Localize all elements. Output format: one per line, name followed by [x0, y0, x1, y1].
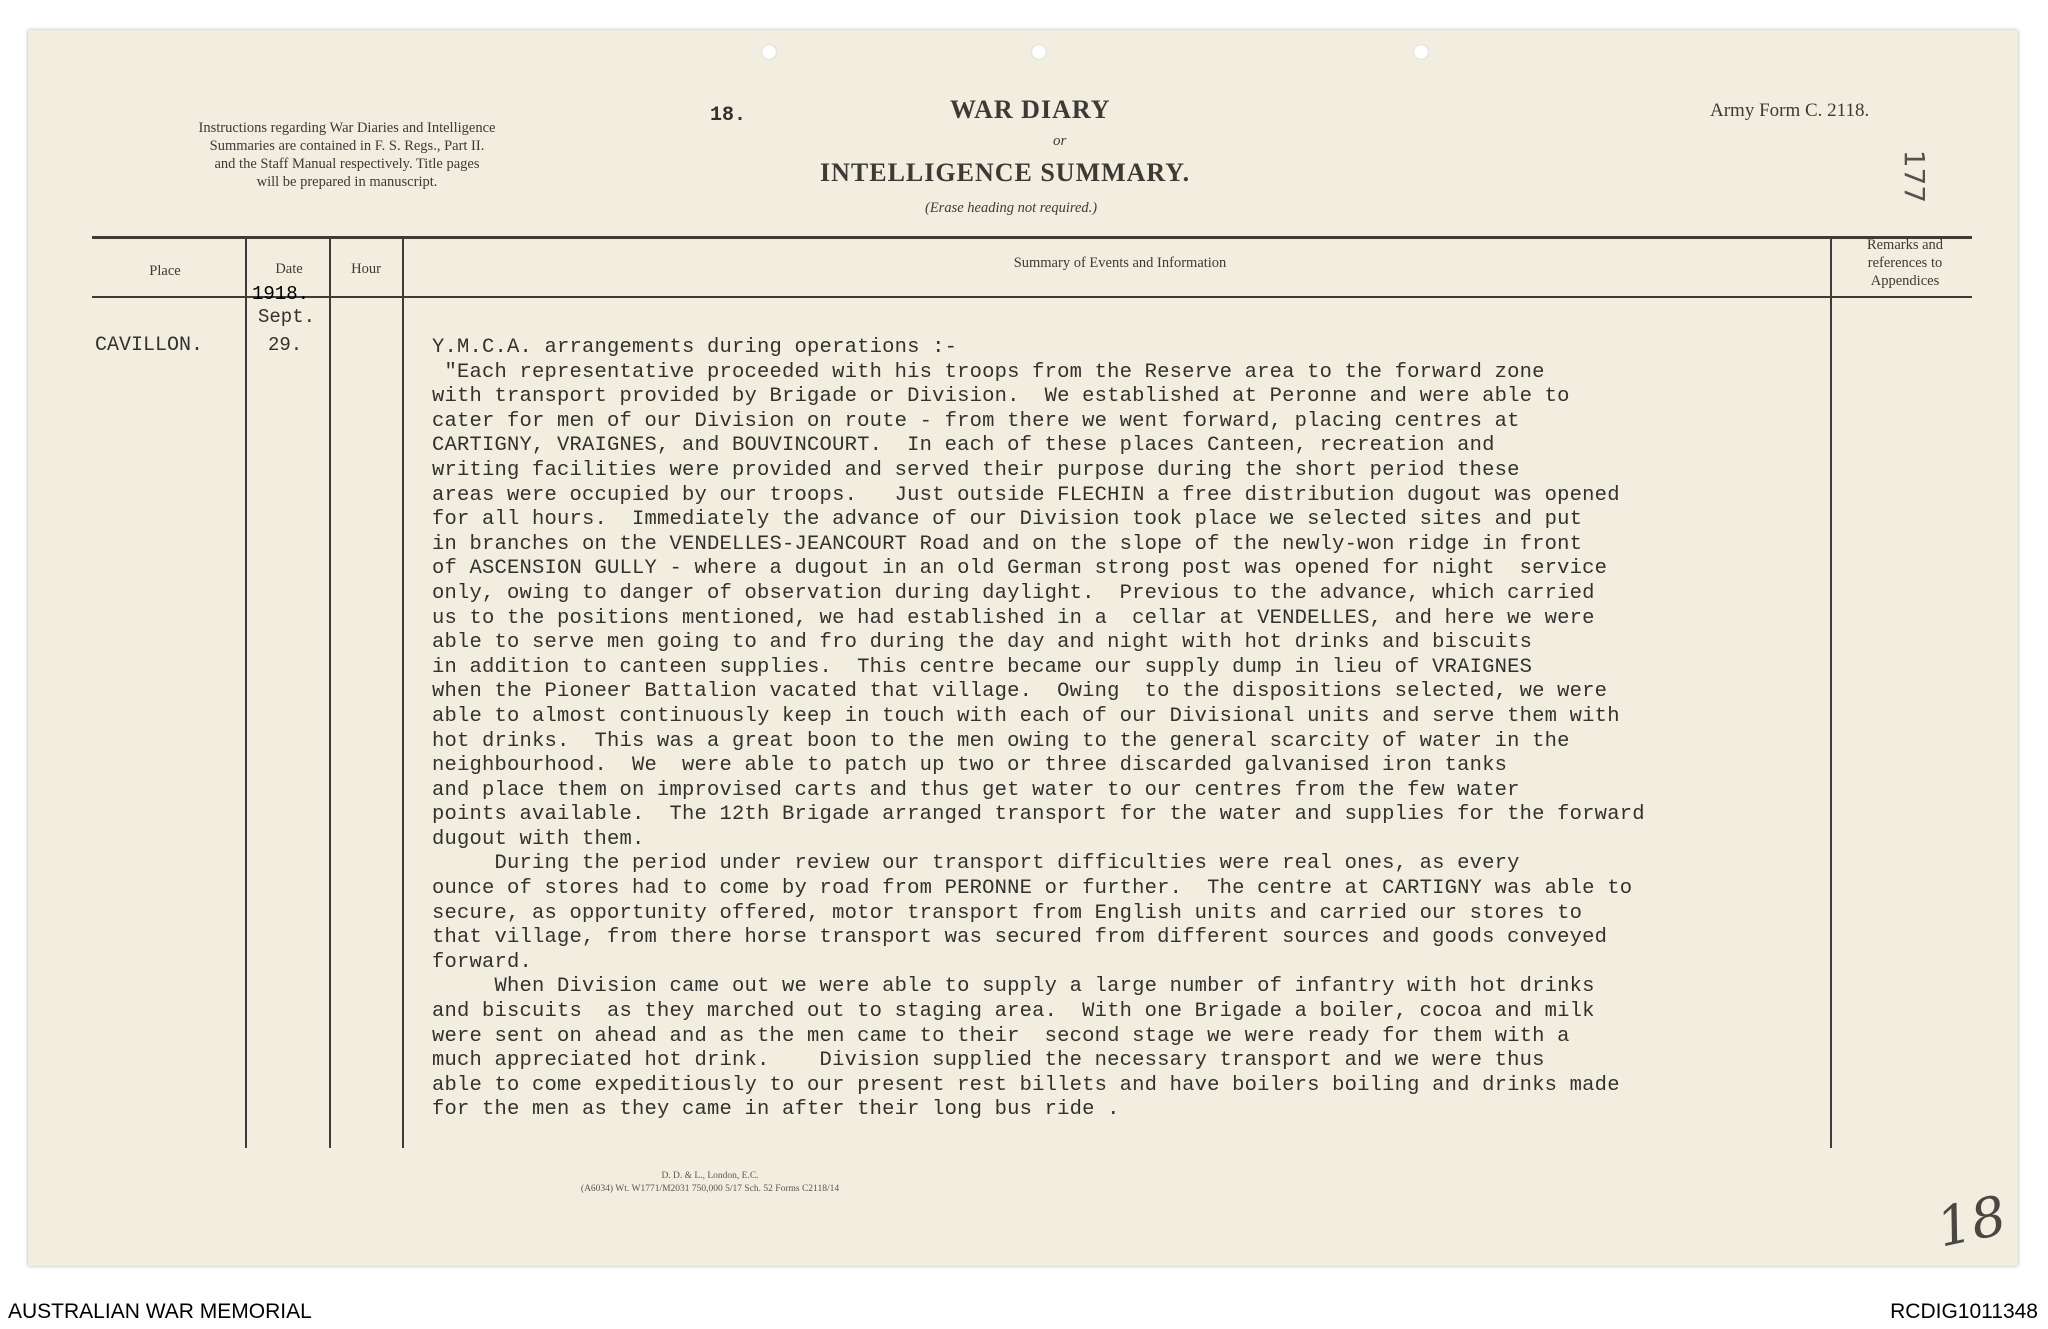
printer-imprint-line: D. D. & L., London, E.C.	[661, 1171, 759, 1181]
header-bottom-rule	[92, 296, 1972, 298]
punch-hole	[1031, 44, 1047, 60]
summary-line: when the Pioneer Battalion vacated that village. Owing to the dispositions selected, we were	[432, 680, 1608, 704]
summary-line: and place them on improvised carts and thus get water to our centres from the few water	[432, 778, 1520, 802]
column-header-date: Date	[275, 261, 303, 277]
summary-line: areas were occupied by our troops. Just outside FLECHIN a free distribution dugout was opened	[432, 483, 1620, 507]
remarks-header-line: references to	[1867, 255, 1943, 271]
summary-line: "Each representative proceeded with his troops from the Reserve area to the forward zone	[432, 360, 1545, 384]
summary-line: us to the positions mentioned, we had established in a cellar at VENDELLES, and here we were	[432, 606, 1595, 630]
title-war-diary: WAR DIARY	[950, 95, 1111, 124]
column-header-place: Place	[149, 263, 181, 279]
summary-line: and biscuits as they marched out to staging area. With one Brigade a boiler, cocoa and milk	[432, 1000, 1595, 1024]
table-top-rule	[92, 236, 1972, 239]
entry-date-day: 29.	[268, 334, 303, 356]
column-header-remarks	[1832, 236, 1978, 290]
column-header-date-year: 1918.	[252, 283, 310, 305]
summary-line: dugout with them.	[432, 827, 645, 851]
summary-line: for the men as they came in after their long bus ride .	[432, 1098, 1120, 1122]
summary-line: During the period under review our transport difficulties were real ones, as every	[432, 852, 1520, 876]
summary-line: able to come expeditiously to our present rest billets and have boilers boiling and drinks made	[432, 1073, 1620, 1097]
column-header-summary: Summary of Events and Information	[1013, 255, 1227, 271]
column-divider	[329, 238, 331, 1148]
summary-line: in branches on the VENDELLES-JEANCOURT Road and on the slope of the newly-won ridge in front	[432, 532, 1583, 556]
summary-line: able to almost continuously keep in touch with each of our Divisional units and serve them with	[432, 704, 1620, 728]
summary-line: that village, from there horse transport was secured from different sources and goods conveyed	[432, 926, 1608, 950]
summary-line: in addition to canteen supplies. This centre became our supply dump in lieu of VRAIGNES	[432, 655, 1533, 679]
entry-place: CAVILLON.	[95, 334, 204, 357]
column-divider	[402, 238, 404, 1148]
summary-line: were sent on ahead and as the men came to their second stage we were ready for them with a	[432, 1024, 1570, 1048]
summary-line: points available. The 12th Brigade arranged transport for the water and supplies for the forward	[432, 803, 1645, 827]
footer-archive-name: AUSTRALIAN WAR MEMORIAL	[8, 1300, 312, 1323]
remarks-header-line: Appendices	[1870, 273, 1940, 289]
remarks-header-line: Remarks and	[1866, 237, 1944, 253]
entry-date-month: Sept.	[258, 306, 316, 328]
title-or: or	[1053, 133, 1067, 149]
column-header-hour: Hour	[351, 261, 381, 277]
instructions-line: will be prepared in manuscript.	[256, 174, 438, 190]
instructions-note	[112, 119, 582, 191]
summary-line: When Division came out we were able to supply a large number of infantry with hot drinks	[432, 975, 1595, 999]
summary-line: hot drinks. This was a great boon to the men owing to the general scarcity of water in the	[432, 729, 1570, 753]
summary-line: with transport provided by Brigade or Division. We established at Peronne and were able to	[432, 385, 1570, 409]
column-divider	[245, 238, 247, 1148]
summary-line: only, owing to danger of observation during daylight. Previous to the advance, which carried	[432, 581, 1595, 605]
footer-record-id: RCDIG1011348	[1890, 1300, 2038, 1323]
title-erase-note: (Erase heading not required.)	[925, 200, 1098, 216]
summary-line: Y.M.C.A. arrangements during operations :-	[432, 336, 958, 359]
summary-line: cater for men of our Division on route - from there we went forward, placing centres at	[432, 409, 1520, 433]
summary-line: forward.	[432, 950, 533, 974]
printer-imprint-line: (A6034) Wt. W1771/M2031 750,000 5/17 Sch. 52 Forms C2118/14	[580, 1184, 840, 1194]
summary-line: for all hours. Immediately the advance of our Division took place we selected sites and put	[432, 508, 1583, 532]
summary-line: able to serve men going to and fro during the day and night with hot drinks and biscuits	[432, 631, 1533, 655]
title-intelligence-summary: INTELLIGENCE SUMMARY.	[820, 158, 1191, 187]
summary-of-events	[432, 336, 1872, 1123]
punch-hole	[761, 44, 777, 60]
page-number: 18.	[710, 104, 747, 127]
summary-line: much appreciated hot drink. Division supplied the necessary transport and we were thus	[432, 1049, 1545, 1073]
summary-line: secure, as opportunity offered, motor transport from English units and carried our stores to	[432, 901, 1583, 925]
punch-hole	[1413, 44, 1429, 60]
summary-line: ounce of stores had to come by road from PERONNE or further. The centre at CARTIGNY was able to	[432, 877, 1633, 901]
printer-imprint	[460, 1170, 960, 1196]
summary-line: writing facilities were provided and served their purpose during the short period these	[432, 458, 1520, 482]
summary-line: CARTIGNY, VRAIGNES, and BOUVINCOURT. In each of these places Canteen, recreation and	[432, 434, 1495, 458]
instructions-line: Summaries are contained in F. S. Regs., Part II.	[209, 138, 485, 154]
handwritten-page-number: 177	[1898, 149, 1932, 204]
army-form-number: Army Form C. 2118.	[1710, 100, 1870, 121]
summary-line: of ASCENSION GULLY - where a dugout in an old German strong post was opened for night service	[432, 557, 1608, 581]
summary-line: neighbourhood. We were able to patch up two or three discarded galvanised iron tanks	[432, 754, 1508, 778]
instructions-line: Instructions regarding War Diaries and Intelligence	[198, 120, 496, 136]
handwritten-folio-number: 18	[1931, 1183, 2012, 1260]
instructions-line: and the Staff Manual respectively. Title pages	[214, 156, 480, 172]
